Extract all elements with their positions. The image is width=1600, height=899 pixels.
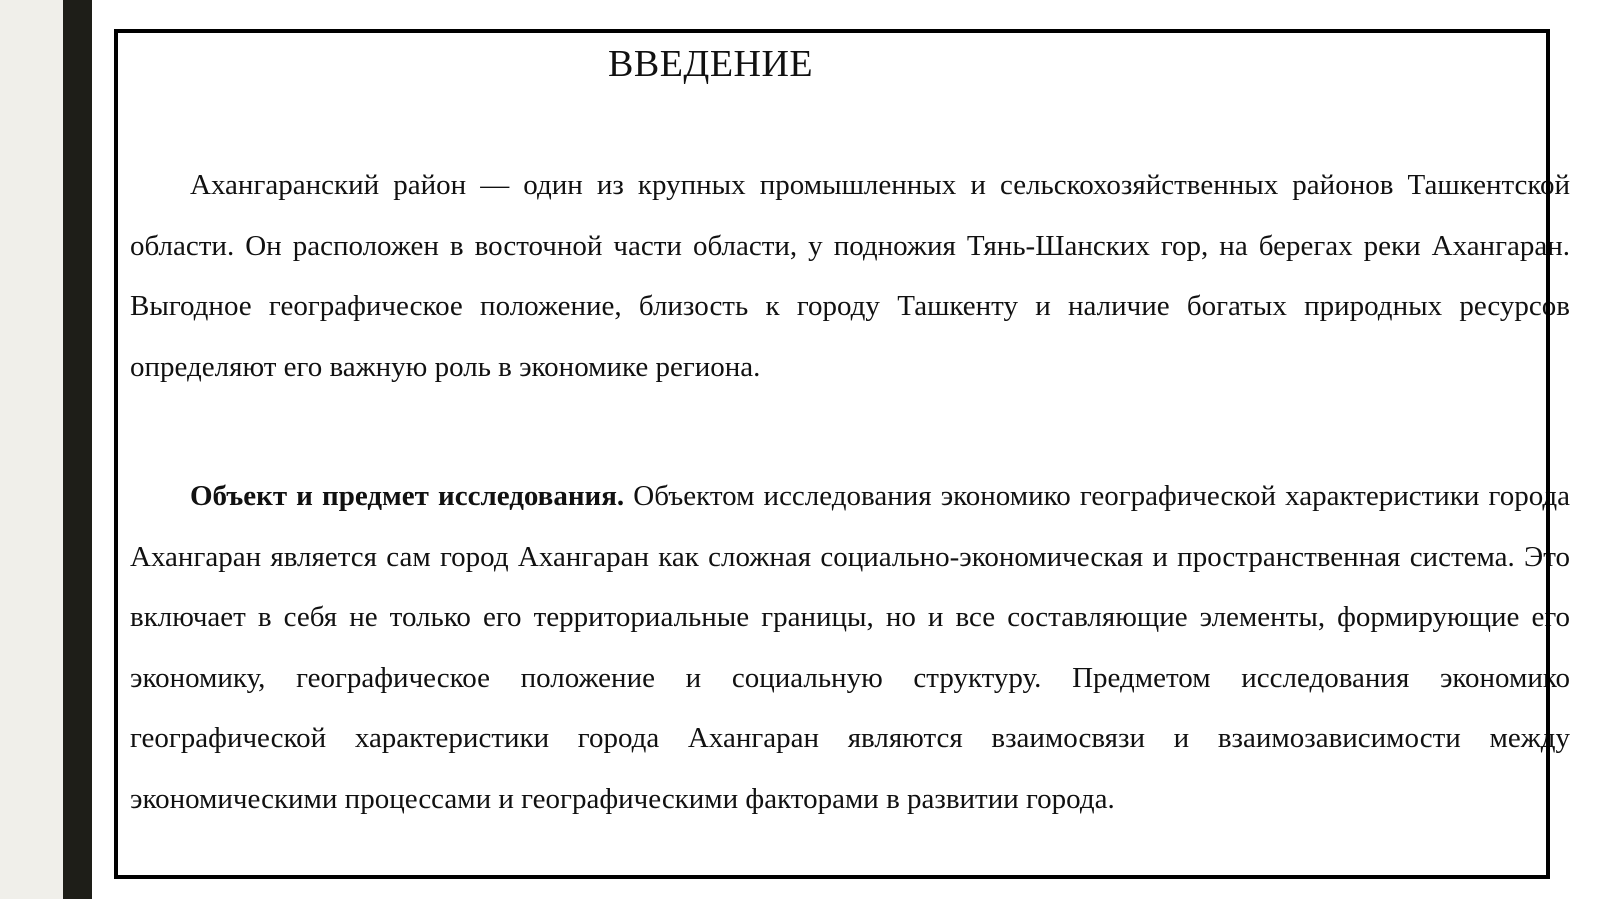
intro-paragraph: Ахангаранский район — один из крупных промышленных и сельскохозяйственных районов Ташкентской области. Он расположен в восточной части области, у подножия Тянь-Шанских гор, на берегах реки Ахангаран. Выгодное географическое положение, близость к городу Ташкенту и наличие богатых природных ресурсов определяют его важную роль в экономике региона. [130, 169, 1570, 383]
research-paragraph-body: Объектом исследования экономико географической характеристики города Ахангаран является сам город Ахангаран как сложная социально-экономическая и пространственная система. Это включает в себя не только его территориальные границы, но и все составляющие элементы, формирующие его экономику, географическое положение и социальную структуру. Предметом исследования экономико географической характеристики города Ахангаран являются взаимосвязи и взаимозависимости между экономическими процессами и географическими факторами в развитии города. [130, 480, 1570, 815]
left-accent-bar [63, 0, 92, 899]
research-paragraph-lead: Объект и предмет исследования. [190, 480, 625, 512]
page-title: ВВЕДЕНИЕ [608, 43, 814, 85]
research-paragraph [130, 466, 1570, 830]
